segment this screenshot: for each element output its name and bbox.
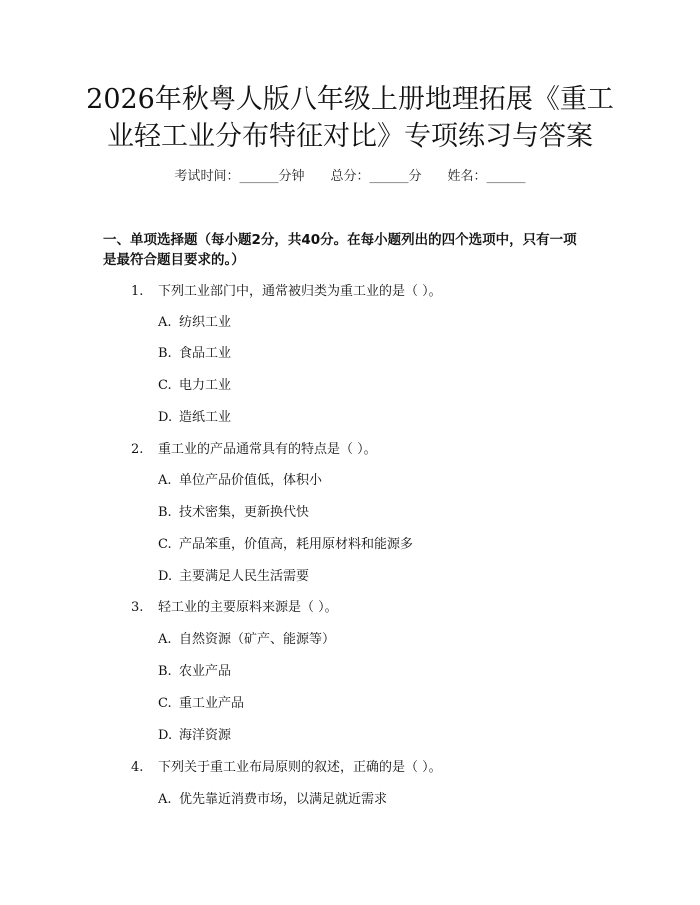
option-letter: D. — [158, 569, 173, 584]
question-1-option-d — [158, 408, 231, 428]
question-1 — [131, 282, 442, 302]
question-3-option-c — [158, 694, 244, 714]
question-1-option-a — [158, 313, 231, 333]
option-text: 海洋资源 — [179, 728, 232, 743]
question-number: 1. — [131, 284, 144, 299]
option-text: 技术密集，更新换代快 — [179, 505, 310, 520]
question-text: 下列工业部门中，通常被归类为重工业的是（ ）。 — [158, 284, 442, 299]
question-2-option-c — [158, 535, 413, 555]
option-text: 农业产品 — [179, 664, 232, 679]
option-letter: C. — [158, 537, 172, 552]
exam-time-field: 考试时间：______分钟 — [174, 169, 305, 184]
option-letter: C. — [158, 696, 172, 711]
total-score-field: 总分：______分 — [330, 169, 422, 184]
question-number: 3. — [131, 600, 144, 615]
option-text: 优先靠近消费市场，以满足就近需求 — [179, 792, 388, 807]
option-letter: A. — [158, 315, 172, 330]
question-2-option-a — [158, 471, 322, 491]
question-number: 4. — [131, 760, 144, 775]
option-letter: A. — [158, 632, 172, 647]
section-heading-line-2: 是最符合题目要求的。） — [103, 252, 245, 268]
question-text: 轻工业的主要原料来源是（ ）。 — [158, 600, 338, 615]
document-title-line-1: 2026年秋粤人版八年级上册地理拓展《重工 — [86, 84, 614, 115]
question-3-option-d — [158, 726, 231, 746]
question-number: 2. — [131, 442, 144, 457]
question-2-option-d — [158, 567, 309, 587]
option-letter: D. — [158, 728, 173, 743]
option-letter: A. — [158, 473, 172, 488]
option-letter: B. — [158, 505, 172, 520]
option-text: 主要满足人民生活需要 — [179, 569, 310, 584]
option-letter: D. — [158, 410, 173, 425]
option-text: 纺织工业 — [179, 315, 232, 330]
option-text: 重工业产品 — [179, 696, 245, 711]
option-text: 电力工业 — [179, 378, 232, 393]
question-4-option-a — [158, 790, 387, 810]
option-text: 自然资源（矿产、能源等） — [179, 632, 336, 647]
option-letter: A. — [158, 792, 172, 807]
option-text: 产品笨重，价值高，耗用原材料和能源多 — [179, 537, 414, 552]
exam-info — [0, 167, 700, 187]
student-name-field: 姓名：______ — [447, 169, 526, 184]
section-heading-line-1: 一、单项选择题（每小题2分，共40分。在每小题列出的四个选项中，只有一项 — [103, 232, 577, 248]
option-text: 单位产品价值低，体积小 — [179, 473, 323, 488]
question-1-option-b — [158, 344, 231, 364]
question-3-option-a — [158, 630, 335, 650]
option-text: 食品工业 — [179, 346, 232, 361]
question-3-option-b — [158, 662, 231, 682]
option-letter: C. — [158, 378, 172, 393]
document-title-line-2: 业轻工业分布特征对比》专项练习与答案 — [107, 121, 593, 152]
question-2 — [131, 440, 377, 460]
option-letter: B. — [158, 664, 172, 679]
question-text: 下列关于重工业布局原则的叙述，正确的是（ ）。 — [158, 760, 442, 775]
question-3 — [131, 598, 338, 618]
question-4 — [131, 758, 442, 778]
question-2-option-b — [158, 503, 309, 523]
question-text: 重工业的产品通常具有的特点是（ ）。 — [158, 442, 377, 457]
option-letter: B. — [158, 346, 172, 361]
option-text: 造纸工业 — [179, 410, 232, 425]
question-1-option-c — [158, 376, 231, 396]
